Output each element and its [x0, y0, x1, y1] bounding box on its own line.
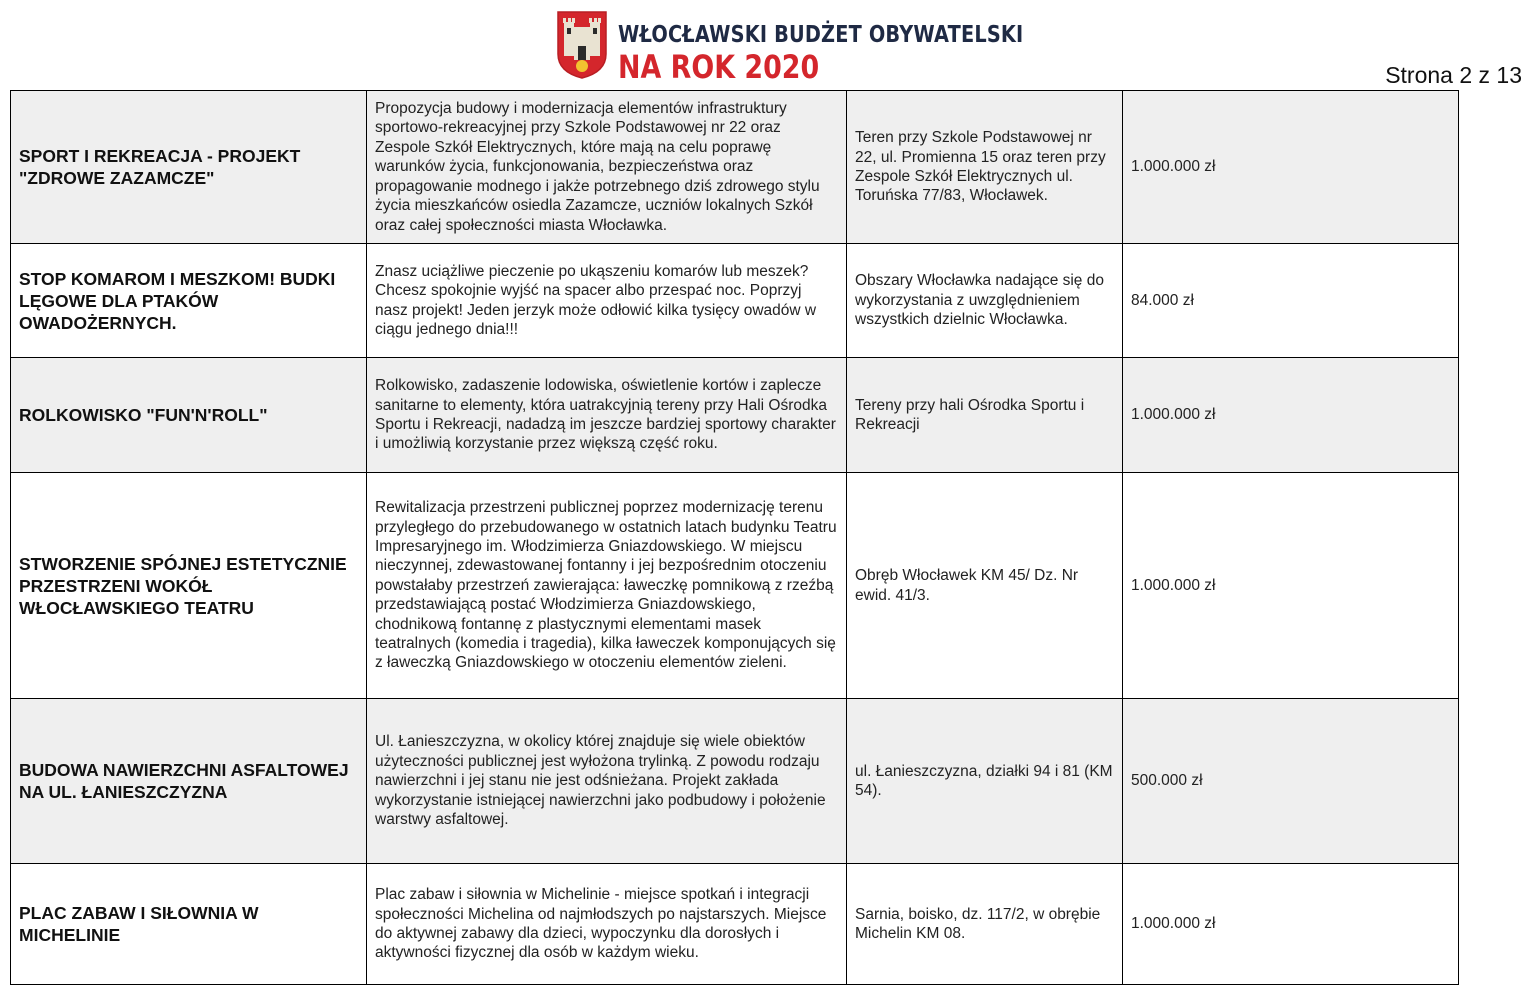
project-description: Propozycja budowy i modernizacja elementów infrastruktury sportowo-rekreacyjnej przy Szkole Podstawowej nr 22 oraz Zespole Szkół Elektrycznych, które mają na celu poprawę warunków życia, funkcjonowania, bezpieczeństwa oraz propagowanie modnego i jakże potrzebnego dziś zdrowego stylu życia mieszkańców osiedla Zazamcze, uczniów lokalnych Szkół oraz całej społeczności miasta Włocławka.	[367, 91, 847, 244]
project-cost: 1.000.000 zł	[1123, 91, 1459, 244]
project-name: BUDOWA NAWIERZCHNI ASFALTOWEJ NA UL. ŁANIESZCZYZNA	[11, 699, 367, 864]
project-location: Obręb Włocławek KM 45/ Dz. Nr ewid. 41/3.	[847, 473, 1123, 699]
budget-title-line1: WŁOCŁAWSKI BUDŻET OBYWATELSKI	[618, 22, 1024, 48]
table-row	[11, 244, 1459, 358]
project-cost: 1.000.000 zł	[1123, 473, 1459, 699]
budget-title-line2: NA ROK 2020	[618, 48, 820, 86]
project-cost: 500.000 zł	[1123, 699, 1459, 864]
city-crest-icon	[556, 10, 608, 80]
project-location: Obszary Włocławka nadające się do wykorzystania z uwzględnieniem wszystkich dzielnic Włocławka.	[847, 244, 1123, 358]
table-row	[11, 473, 1459, 699]
document-header	[556, 10, 1024, 86]
project-name: PLAC ZABAW I SIŁOWNIA W MICHELINIE	[11, 864, 367, 985]
project-description: Plac zabaw i siłownia w Michelinie - miejsce spotkań i integracji społeczności Michelina od najmłodszych po najstarszych. Miejsce do aktywnej zabawy dla dzieci, wypoczynku dla dorosłych i aktywności fizycznej dla osób w każdym wieku.	[367, 864, 847, 985]
table-row	[11, 699, 1459, 864]
project-name: STWORZENIE SPÓJNEJ ESTETYCZNIE PRZESTRZENI WOKÓŁ WŁOCŁAWSKIEGO TEATRU	[11, 473, 367, 699]
table-row	[11, 91, 1459, 244]
project-location: Teren przy Szkole Podstawowej nr 22, ul. Promienna 15 oraz teren przy Zespole Szkół Elektrycznych ul. Toruńska 77/83, Włocławek.	[847, 91, 1123, 244]
project-name: ROLKOWISKO "FUN'N'ROLL"	[11, 358, 367, 473]
project-cost: 84.000 zł	[1123, 244, 1459, 358]
project-cost: 1.000.000 zł	[1123, 864, 1459, 985]
project-description: Ul. Łanieszczyzna, w okolicy której znajduje się wiele obiektów użyteczności publicznej jest wyłożona trylinką. Z powodu rodzaju nawierzchni i jej stanu nie jest odśnieżana. Projekt zakłada wykorzystanie istniejącej nawierzchni jako podbudowy i położenie warstwy asfaltowej.	[367, 699, 847, 864]
table-row	[11, 864, 1459, 985]
project-location: Tereny przy hali Ośrodka Sportu i Rekreacji	[847, 358, 1123, 473]
page-indicator: Strona 2 z 13	[1385, 62, 1522, 88]
project-description: Rewitalizacja przestrzeni publicznej poprzez modernizację terenu przyległego do przebudowanego w ostatnich latach budynku Teatru Impresaryjnego im. Włodzimierza Gniazdowskiego. W miejscu nieczynnej, zdewastowanej fontanny i jej bezpośrednim otoczeniu powstałaby przestrzeń zawierająca: ławeczkę pomnikową z rzeźbą przedstawiającą postać Włodzimierza Gniazdowskiego, chodnikową fontannę z plastycznymi elementami masek teatralnych (komedia i tragedia), kilka ławeczek komponujących się z ławeczką Gniazdowskiego w otoczeniu elementów zieleni.	[367, 473, 847, 699]
project-description: Rolkowisko, zadaszenie lodowiska, oświetlenie kortów i zaplecze sanitarne to elementy, która uatrakcyjnią tereny przy Hali Ośrodka Sportu i Rekreacji, nadadzą im jeszcze bardziej sportowy charakter i umożliwią korzystanie przez większą część roku.	[367, 358, 847, 473]
projects-table	[10, 90, 1459, 985]
project-name: STOP KOMAROM I MESZKOM! BUDKI LĘGOWE DLA PTAKÓW OWADOŻERNYCH.	[11, 244, 367, 358]
table-row	[11, 358, 1459, 473]
project-location: ul. Łanieszczyzna, działki 94 i 81 (KM 54).	[847, 699, 1123, 864]
project-description: Znasz uciążliwe pieczenie po ukąszeniu komarów lub meszek? Chcesz spokojnie wyjść na spacer albo przespać noc. Poprzyj nasz projekt! Jeden jerzyk może odłowić kilka tysięcy owadów w ciągu jednego dnia!!!	[367, 244, 847, 358]
project-cost: 1.000.000 zł	[1123, 358, 1459, 473]
project-name: SPORT I REKREACJA - PROJEKT "ZDROWE ZAZAMCZE"	[11, 91, 367, 244]
project-location: Sarnia, boisko, dz. 117/2, w obrębie Michelin KM 08.	[847, 864, 1123, 985]
